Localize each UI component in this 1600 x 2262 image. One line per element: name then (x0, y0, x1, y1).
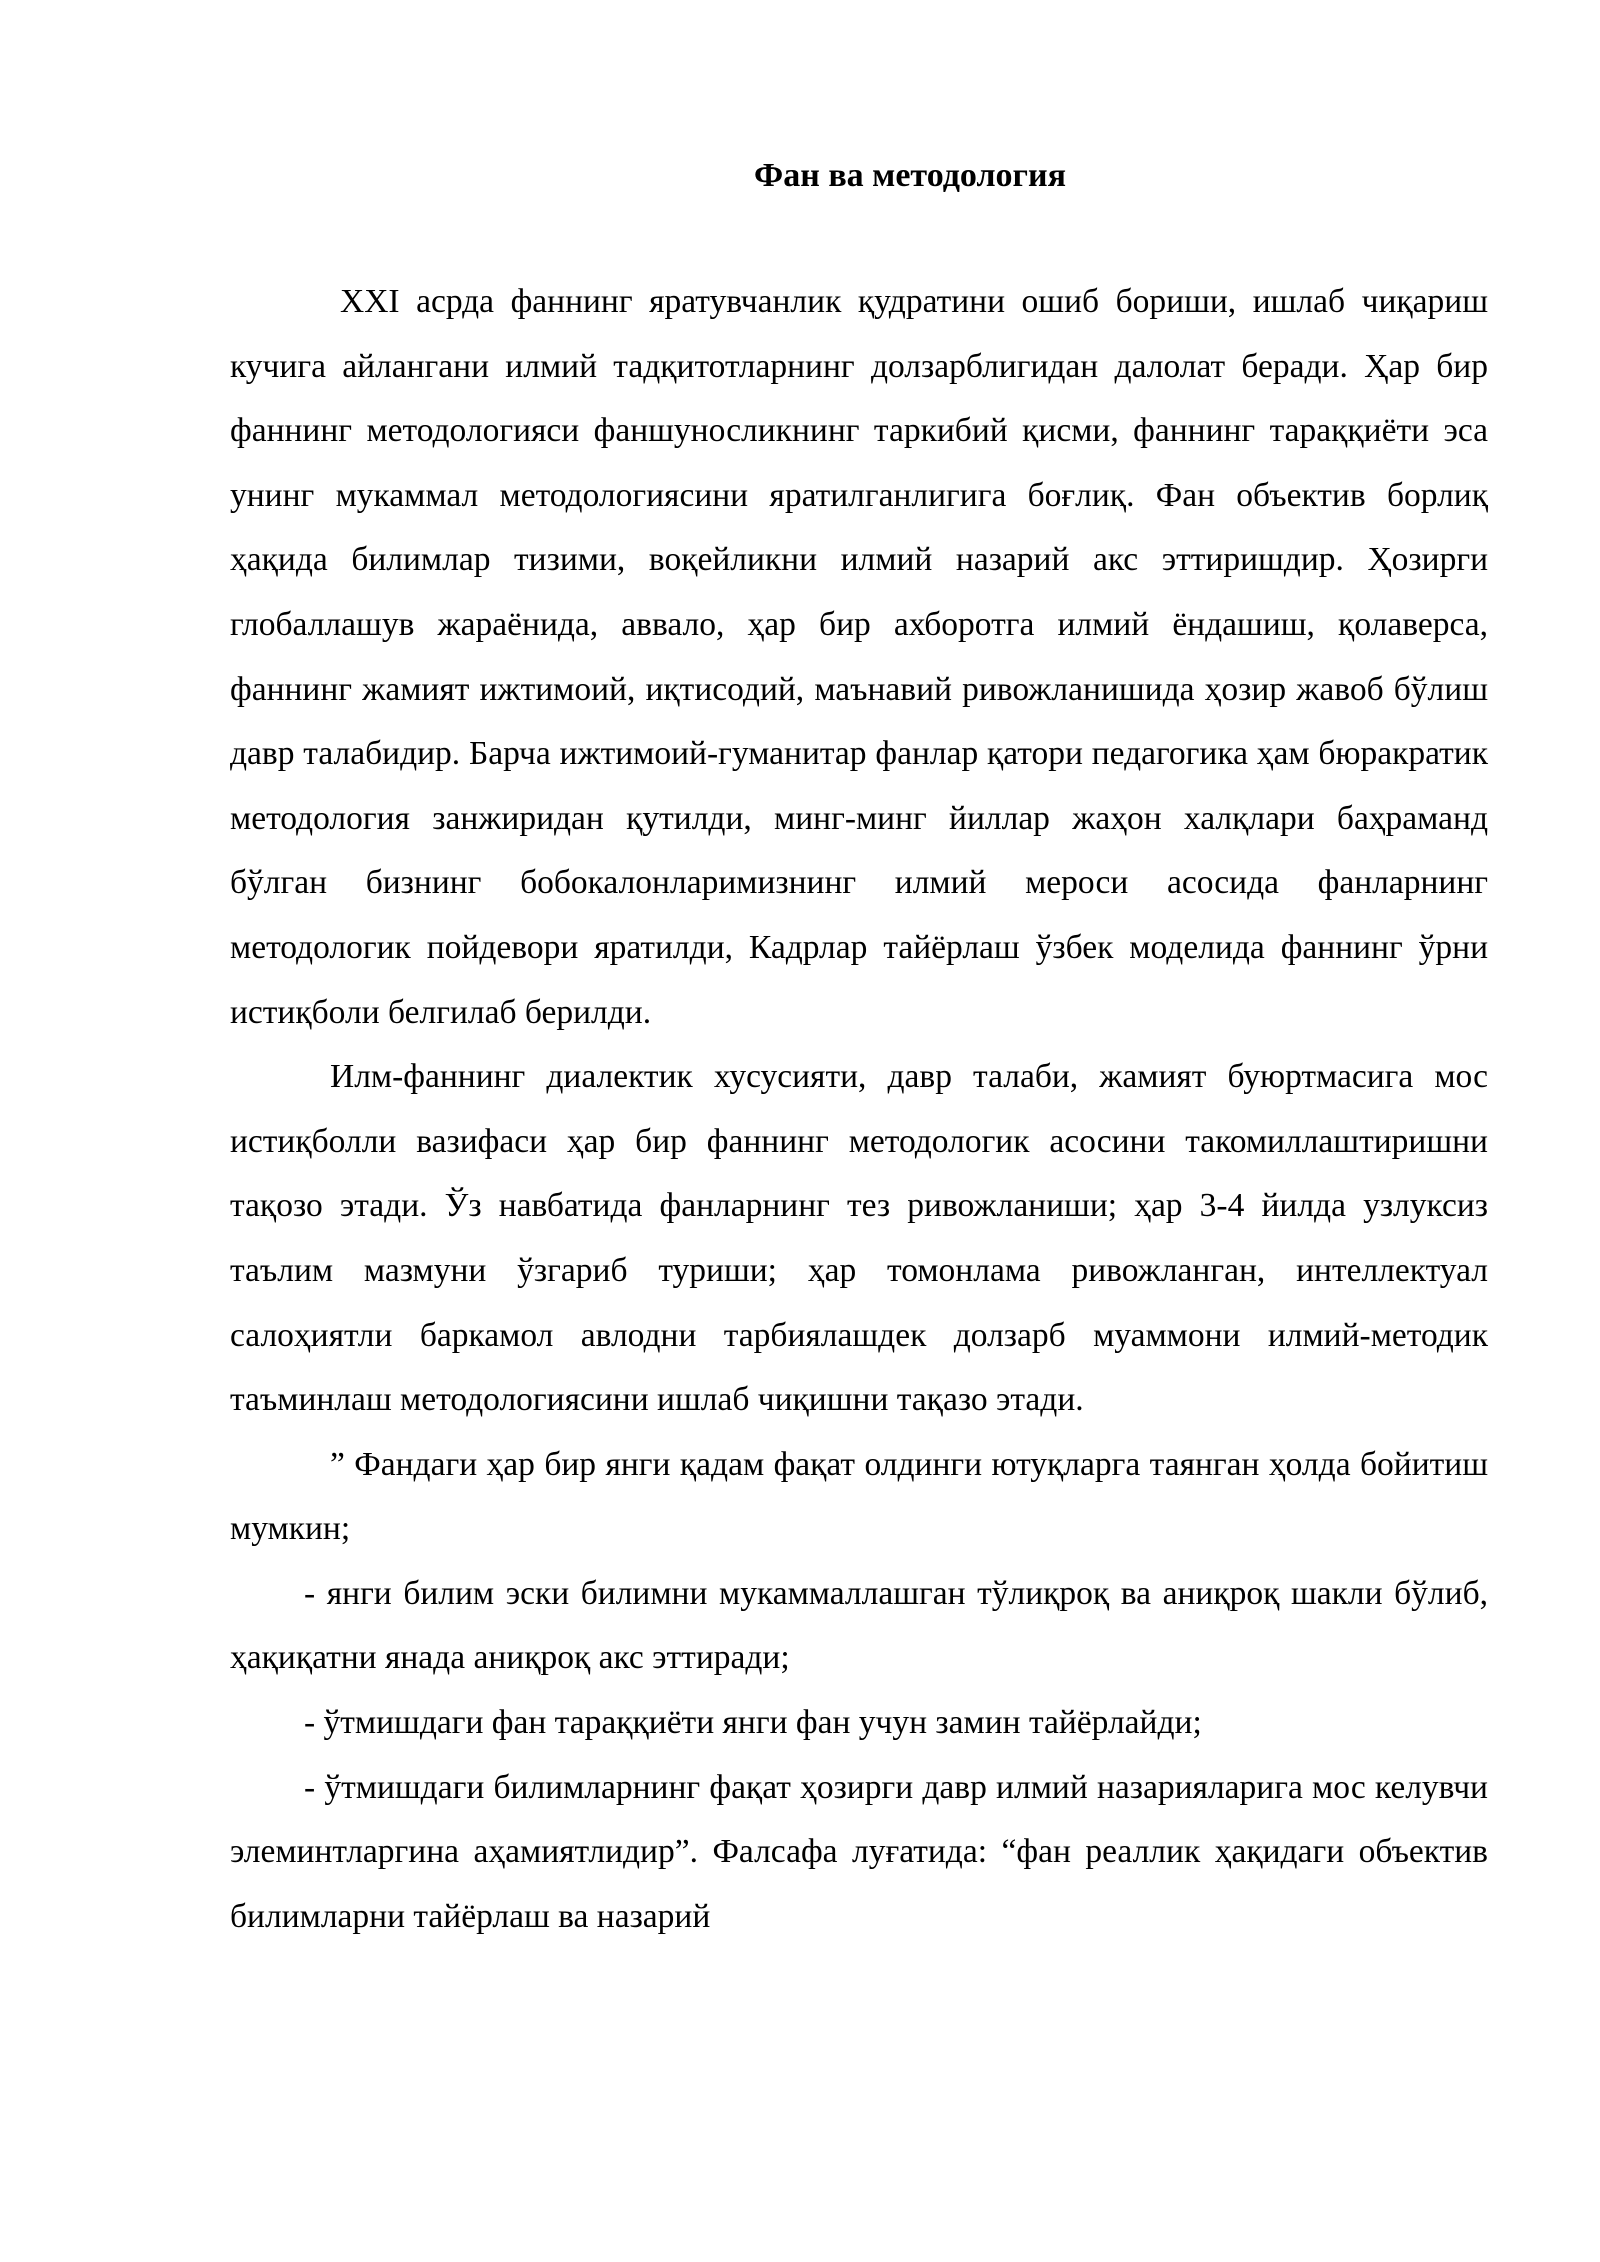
document-body (230, 270, 1488, 1949)
list-item-2: - ўтмишдаги фан тараққиёти янги фан учун замин тайёрлайди; (304, 1704, 1202, 1742)
list-item-1: - янги билим эски билимни мукаммаллашган тўлиқроқ ва аниқроқ шакли бўлиб, ҳақиқатни янада аниқроқ акс эттиради; (230, 1574, 1488, 1677)
paragraph-1: XXI асрда фаннинг яратувчанлик қудратини ошиб бориши, ишлаб чиқариш кучига айлангани илмий тадқитотларнинг долзарблигидан далолат беради. Ҳар бир фаннинг методологияси фаншуносликнинг таркибий қисми, фаннинг тараққиёти эса унинг мукаммал методологиясини яратилганлигига боғлиқ. Фан объектив борлиқ ҳақида билимлар тизими, воқейликни илмий назарий акс эттиришдир. Ҳозирги глобаллашув жараёнида, аввало, ҳар бир ахборотга илмий ёндашиш, қолаверса, фаннинг жамият ижтимоий, иқтисодий, маънавий ривожланишида ҳозир жавоб бўлиш давр талабидир. Барча ижтимоий-гуманитар фанлар қатори педагогика ҳам бюракратик методология занжиридан қутилди, минг-минг йиллар жаҳон халқлари баҳраманд бўлган бизнинг бобокалонларимизнинг илмий мероси асосида фанларнинг методологик пойдевори яратилди, Кадрлар тайёрлаш ўзбек моделида фаннинг ўрни истиқболи белгилаб берилди. (230, 283, 1488, 1031)
paragraph-3: ” Фандаги ҳар бир янги қадам фақат олдинги ютуқларга таянган ҳолда бойитиш мумкин; (230, 1445, 1488, 1548)
page-title: Фан ва методология (754, 157, 1066, 194)
paragraph-2: Илм-фаннинг диалектик хусусияти, давр талаби, жамият буюртмасига мос истиқболли вазифаси ҳар бир фаннинг методологик асосини такомиллаштиришни тақозо этади. Ўз навбатида фанларнинг тез ривожланиши; ҳар 3-4 йилда узлуксиз таълим мазмуни ўзгариб туриши; ҳар томонлама ривожланган, интеллектуал салоҳиятли баркамол авлодни тарбиялашдек долзарб муаммони илмий-методик таъминлаш методологиясини ишлаб чиқишни тақазо этади. (230, 1058, 1488, 1419)
list-item-3: - ўтмишдаги билимларнинг фақат ҳозирги давр илмий назарияларига мос келувчи элеминтларгина аҳамиятлидир”. Фалсафа луғатида: “фан реаллик ҳақидаги объектив билимларни тайёрлаш ва назарий (230, 1768, 1488, 1935)
